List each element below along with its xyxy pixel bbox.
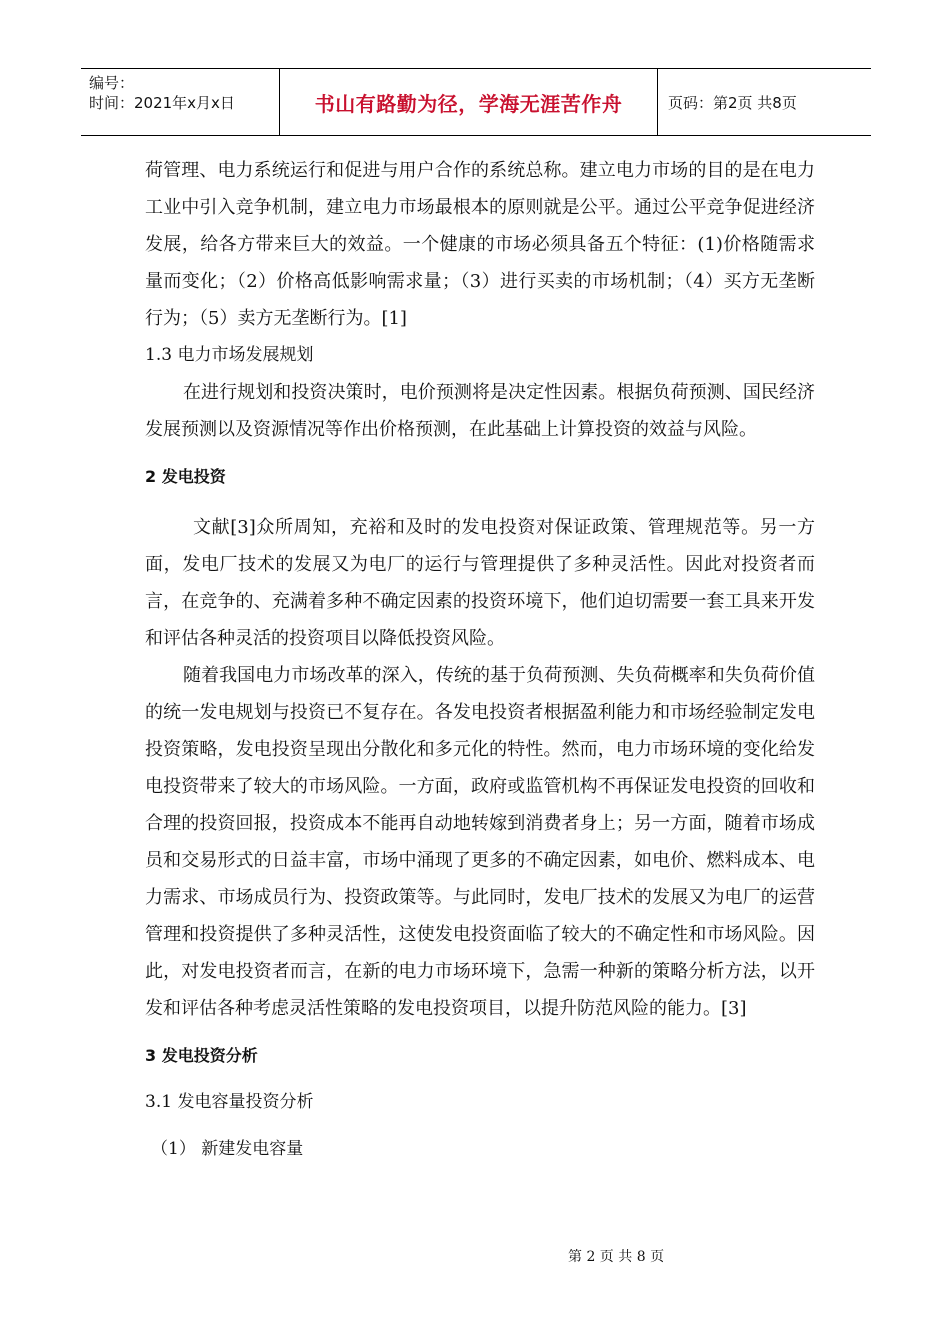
paragraph-planning: 在进行规划和投资决策时，电价预测将是决定性因素。根据负荷预测、国民经济发展预测以及资源情况等作出价格预测，在此基础上计算投资的效益与风险。 [145, 382, 815, 440]
section-heading-2: 2 发电投资 [145, 467, 226, 486]
page-header [81, 68, 871, 136]
header-meta [81, 69, 280, 135]
section-heading-1-3: 1.3 电力市场发展规划 [145, 345, 314, 365]
footer-page-number: 第 2 页 共 8 页 [568, 1249, 665, 1265]
document-number-label: 编号： [89, 74, 135, 92]
section-heading-3-1: 3.1 发电容量投资分析 [145, 1092, 314, 1112]
document-body [145, 152, 815, 1168]
list-item-new-capacity: （1） 新建发电容量 [151, 1139, 304, 1159]
paragraph-market-reform: 随着我国电力市场改革的深入，传统的基于负荷预测、失负荷概率和失负荷价值的统一发电规划与投资已不复存在。各发电投资者根据盈利能力和市场经验制定发电投资策略，发电投资呈现出分散化和多元化的特性。然而，电力市场环境的变化给发电投资带来了较大的市场风险。一方面，政府或监管机构不再保证发电投资的回收和合理的投资回报，投资成本不能再自动地转嫁到消费者身上；另一方面，随着市场成员和交易形式的日益丰富，市场中涌现了更多的不确定因素，如电价、燃料成本、电力需求、市场成员行为、投资政策等。与此同时，发电厂技术的发展又为电厂的运营管理和投资提供了多种灵活性，这使发电投资面临了较大的不确定性和市场风险。因此，对发电投资者而言，在新的电力市场环境下，急需一种新的策略分析方法，以开发和评估各种考虑灵活性策略的发电投资项目，以提升防范风险的能力。[3] [145, 665, 815, 1019]
paragraph-electricity-market-definition: 荷管理、电力系统运行和促进与用户合作的系统总称。建立电力市场的目的是在电力工业中引入竞争机制，建立电力市场最根本的原则就是公平。通过公平竞争促进经济发展，给各方带来巨大的效益。一个健康的市场必须具备五个特征：(1)价格随需求量而变化；（2）价格高低影响需求量；（3）进行买卖的市场机制；（4）买方无垄断行为；（5）卖方无垄断行为。[1] [145, 160, 815, 329]
header-motto: 书山有路勤为径，学海无涯苦作舟 [280, 69, 658, 135]
header-page-info: 页码：第2页 共8页 [668, 93, 797, 112]
section-heading-3: 3 发电投资分析 [145, 1046, 258, 1065]
document-date-label: 时间：2021年x月x日 [89, 94, 235, 112]
paragraph-literature: 文献[3]众所周知，充裕和及时的发电投资对保证政策、管理规范等。另一方面，发电厂技术的发展又为电厂的运行与管理提供了多种灵活性。因此对投资者而言，在竞争的、充满着多种不确定因素的投资环境下，他们迫切需要一套工具来开发和评估各种灵活的投资项目以降低投资风险。 [145, 517, 815, 649]
